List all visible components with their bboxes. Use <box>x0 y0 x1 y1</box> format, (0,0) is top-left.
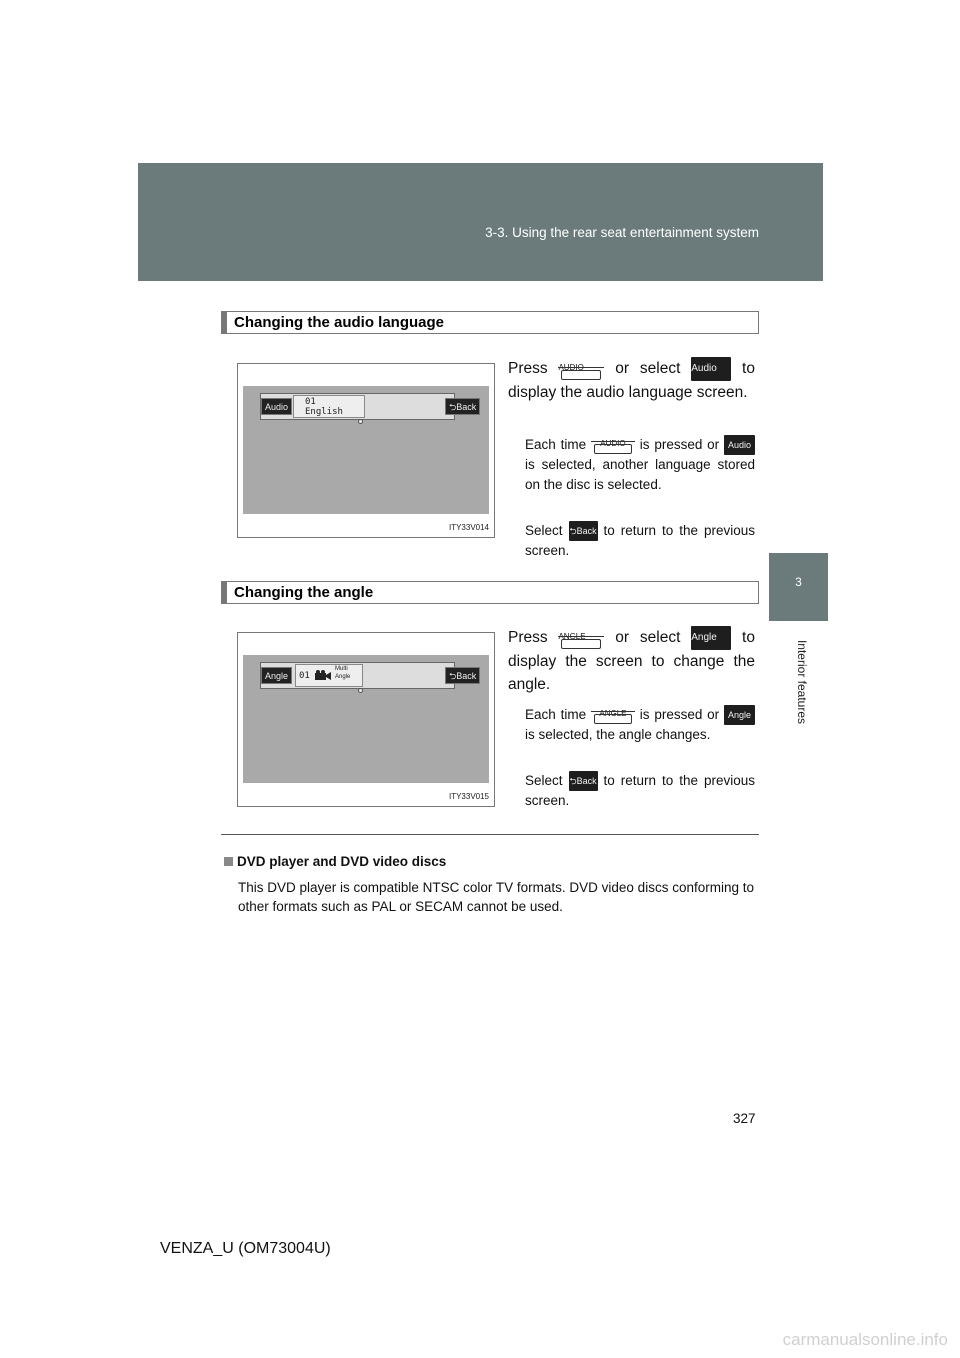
angle-label: Angle <box>335 674 351 680</box>
screen-back-button: ⮌Back <box>445 667 480 684</box>
audio-key-icon: AUDIO <box>558 358 604 380</box>
screen-angle-button: Angle <box>261 667 292 684</box>
watermark: carmanualsonline.info <box>782 1330 948 1349</box>
note-angle-each-time: Each time ANGLE is pressed or Angle is selected, the angle changes. <box>525 705 755 745</box>
audio-key-icon-small: AUDIO <box>591 436 635 454</box>
section-heading-text: Changing the audio language <box>234 314 444 331</box>
chapter-side-text: Interior features <box>795 639 809 725</box>
multi-label: Multi <box>335 666 348 672</box>
instruction-angle: Press ANGLE or select Angle to display the screen to change the angle. <box>508 626 755 696</box>
figure-angle-screen <box>237 632 495 807</box>
section-heading-text: Changing the angle <box>234 584 374 601</box>
screen-display <box>243 386 489 514</box>
back-icon: ⮌Back <box>569 771 598 791</box>
track-number: 01 <box>305 397 316 407</box>
figure-audio-screen <box>237 363 495 538</box>
back-icon: ⮌Back <box>569 521 598 541</box>
camera-icon <box>315 668 331 679</box>
angle-select-icon-small: Angle <box>724 705 755 725</box>
angle-key-icon-small: ANGLE <box>591 706 635 724</box>
note-angle-back: Select ⮌Back to return to the previous screen. <box>525 773 755 809</box>
note-audio-back: Select ⮌Back to return to the previous screen. <box>525 523 755 559</box>
info-heading: DVD player and DVD video discs <box>224 854 446 869</box>
chapter-tab <box>769 553 828 621</box>
audio-select-icon-small: Audio <box>724 435 755 455</box>
chapter-side-label <box>768 625 828 745</box>
angle-select-icon: Angle <box>691 626 731 650</box>
language-name: English <box>305 407 343 417</box>
note-audio-each-time: Each time AUDIO is pressed or Audio is selected, another language stored on the disc is selected. <box>525 437 755 493</box>
section-heading-angle <box>221 581 759 604</box>
footer-doc-id: VENZA_U (OM73004U) <box>160 1240 331 1257</box>
bullet-square-icon <box>224 857 233 866</box>
audio-select-icon: Audio <box>691 357 731 381</box>
bar-indicator-dot <box>358 419 363 424</box>
angle-key-icon: ANGLE <box>558 627 604 649</box>
chapter-number: 3 <box>795 575 802 589</box>
page-number: 327 <box>733 1111 756 1126</box>
section-heading-audio <box>221 311 759 334</box>
chapter-title: 3-3. Using the rear seat entertainment system <box>485 225 759 240</box>
screen-audio-button: Audio <box>261 398 292 415</box>
angle-number: 01 <box>299 671 310 681</box>
figure-code: ITY33V015 <box>448 792 489 801</box>
screen-display <box>243 655 489 783</box>
bar-indicator-dot <box>358 688 363 693</box>
figure-code: ITY33V014 <box>448 523 489 532</box>
chapter-header <box>138 163 823 281</box>
screen-back-button: ⮌Back <box>445 398 480 415</box>
divider <box>221 834 759 835</box>
info-body: This DVD player is compatible NTSC color TV formats. DVD video discs conforming to other formats such as PAL or SECAM cannot be used. <box>238 880 754 914</box>
instruction-audio: Press AUDIO or select Audio to display the audio language screen. <box>508 357 755 404</box>
